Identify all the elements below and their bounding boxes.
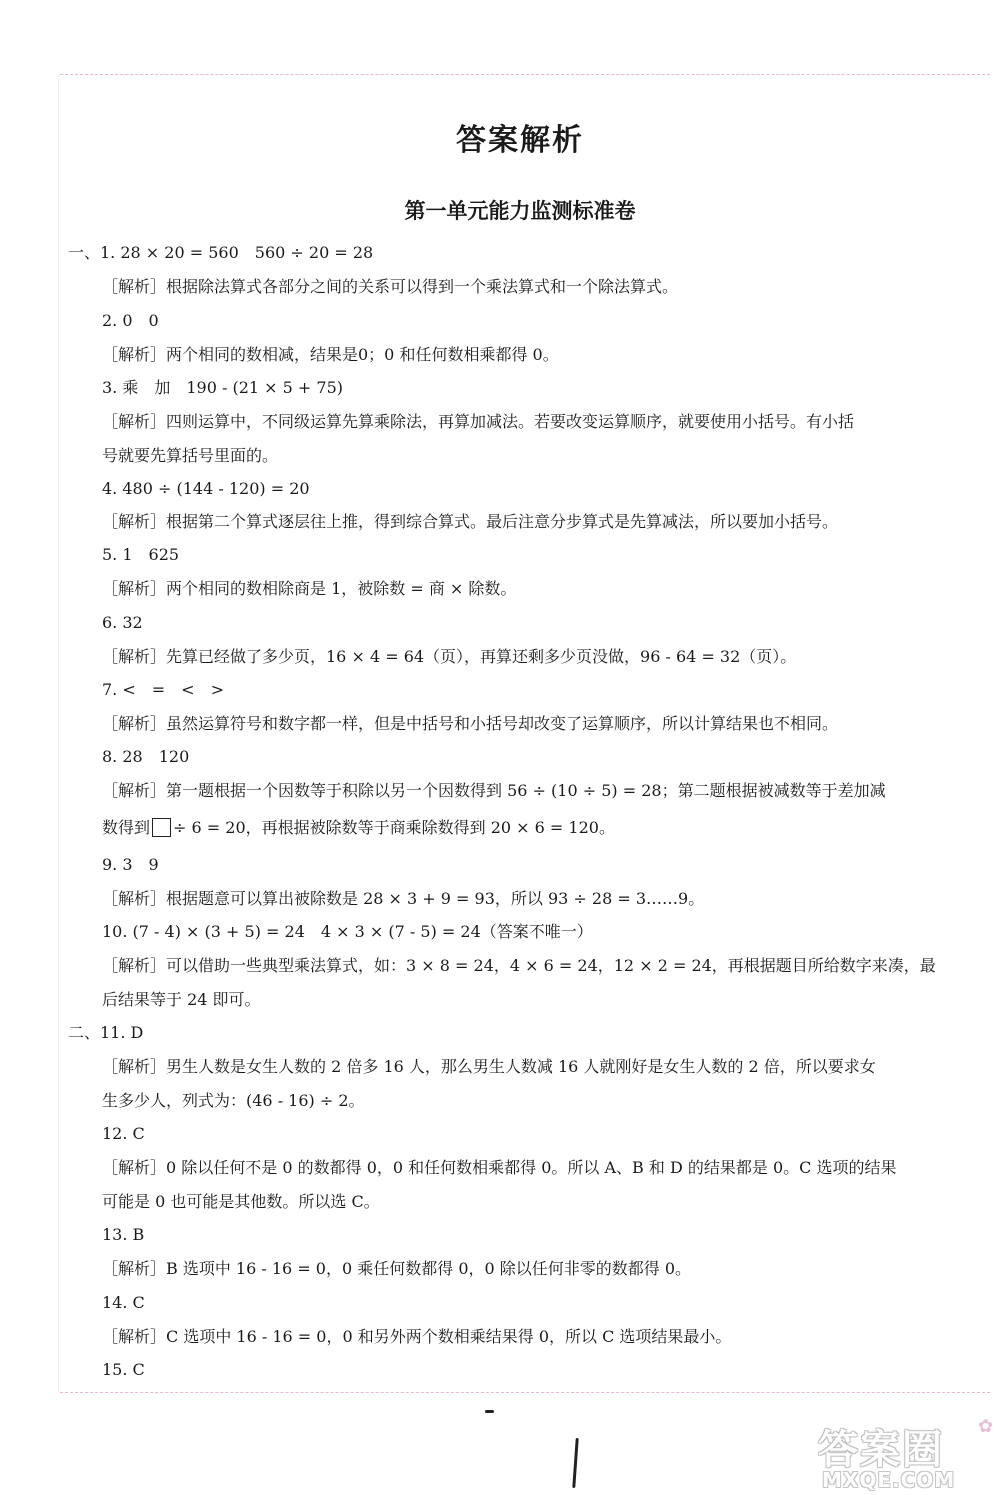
answer-line: 12. C xyxy=(102,1124,145,1143)
answer-line: 5. 1 625 xyxy=(102,545,180,564)
explanation-line: ［解析］0 除以任何不是 0 的数都得 0，0 和任何数相乘都得 0。所以 A、B 和 D 的结果都是 0。C 选项的结果 xyxy=(102,1158,897,1177)
answer-line: 2. 0 0 xyxy=(102,311,159,330)
answer-line: 7. < = < > xyxy=(102,680,224,699)
answer-line: 一、1. 28 × 20 = 560 560 ÷ 20 = 28 xyxy=(68,243,374,262)
explanation-line: ［解析］根据除法算式各部分之间的关系可以得到一个乘法算式和一个除法算式。 xyxy=(102,277,679,296)
page-frame-left-border xyxy=(58,74,59,1392)
explanation-line: ［解析］第一题根据一个因数等于积除以另一个因数得到 56 ÷ (10 ÷ 5) = 28；第二题根据被减数等于差加减 xyxy=(102,781,886,800)
explanation-line: 生多少人，列式为：(46 - 16) ÷ 2。 xyxy=(102,1091,365,1110)
explanation-text: 数得到 xyxy=(102,818,151,837)
explanation-line: ［解析］四则运算中，不同级运算先算乘除法，再算加减法。若要改变运算顺序，就要使用小括号。有小括 xyxy=(102,412,855,431)
answer-line: 10. (7 - 4) × (3 + 5) = 24 4 × 3 × (7 - 5) = 24（答案不唯一） xyxy=(102,922,593,941)
explanation-line: ［解析］先算已经做了多少页，16 × 4 = 64（页），再算还剩多少页没做，96 - 64 = 32（页）。 xyxy=(102,647,797,666)
section-title: 第一单元能力监测标准卷 xyxy=(404,199,636,223)
blank-box xyxy=(152,818,171,837)
explanation-line xyxy=(102,818,615,838)
watermark xyxy=(818,1418,994,1492)
page-title: 答案解析 xyxy=(456,123,584,158)
answer-line: 6. 32 xyxy=(102,613,143,632)
answer-line: 二、11. D xyxy=(68,1023,144,1042)
explanation-line: ［解析］C 选项中 16 - 16 = 0，0 和另外两个数相乘结果得 0，所以 C 选项结果最小。 xyxy=(102,1327,732,1346)
answer-line: 8. 28 120 xyxy=(102,747,190,766)
answer-line: 15. C xyxy=(102,1360,145,1379)
page-frame-top-border xyxy=(60,74,990,75)
explanation-line: ［解析］B 选项中 16 - 16 = 0，0 乘任何数都得 0，0 除以任何非零的数都得 0。 xyxy=(102,1259,692,1278)
answer-line: 4. 480 ÷ (144 - 120) = 20 xyxy=(102,479,310,498)
watermark-site-text: MXQE.COM xyxy=(822,1468,956,1492)
explanation-line: ［解析］男生人数是女生人数的 2 倍多 16 人，那么男生人数减 16 人就刚好是女生人数的 2 倍，所以要求女 xyxy=(102,1057,876,1076)
answer-line: 14. C xyxy=(102,1293,145,1312)
explanation-line: ［解析］两个相同的数相减，结果是0；0 和任何数相乘都得 0。 xyxy=(102,345,559,364)
explanation-line: 后结果等于 24 即可。 xyxy=(102,990,261,1009)
answer-line: 3. 乘 加 190 - (21 × 5 + 75) xyxy=(102,378,344,397)
scan-mark xyxy=(485,1410,494,1413)
flower-icon: ✿ xyxy=(978,1416,994,1437)
answer-line: 13. B xyxy=(102,1225,145,1244)
explanation-line: ［解析］可以借助一些典型乘法算式，如：3 × 8 = 24，4 × 6 = 24，12 × 2 = 24，再根据题目所给数字来凑，最 xyxy=(102,956,936,975)
explanation-line: ［解析］两个相同的数相除商是 1，被除数 = 商 × 除数。 xyxy=(102,579,517,598)
scan-mark xyxy=(572,1438,578,1488)
page-frame-bottom-border xyxy=(60,1392,990,1393)
explanation-line: ［解析］虽然运算符号和数字都一样，但是中括号和小括号却改变了运算顺序，所以计算结果也不相同。 xyxy=(102,714,839,733)
explanation-line: 可能是 0 也可能是其他数。所以选 C。 xyxy=(102,1192,380,1211)
watermark-logo-text: 答案圈 xyxy=(818,1427,944,1473)
explanation-line: ［解析］根据第二个算式逐层往上推，得到综合算式。最后注意分步算式是先算减法，所以要加小括号。 xyxy=(102,512,839,531)
answer-line: 9. 3 9 xyxy=(102,855,159,874)
explanation-line: ［解析］根据题意可以算出被除数是 28 × 3 + 9 = 93，所以 93 ÷ 28 = 3……9。 xyxy=(102,889,705,908)
explanation-line: 号就要先算括号里面的。 xyxy=(102,446,279,465)
explanation-text: ÷ 6 = 20，再根据被除数等于商乘除数得到 20 × 6 = 120。 xyxy=(173,818,615,837)
